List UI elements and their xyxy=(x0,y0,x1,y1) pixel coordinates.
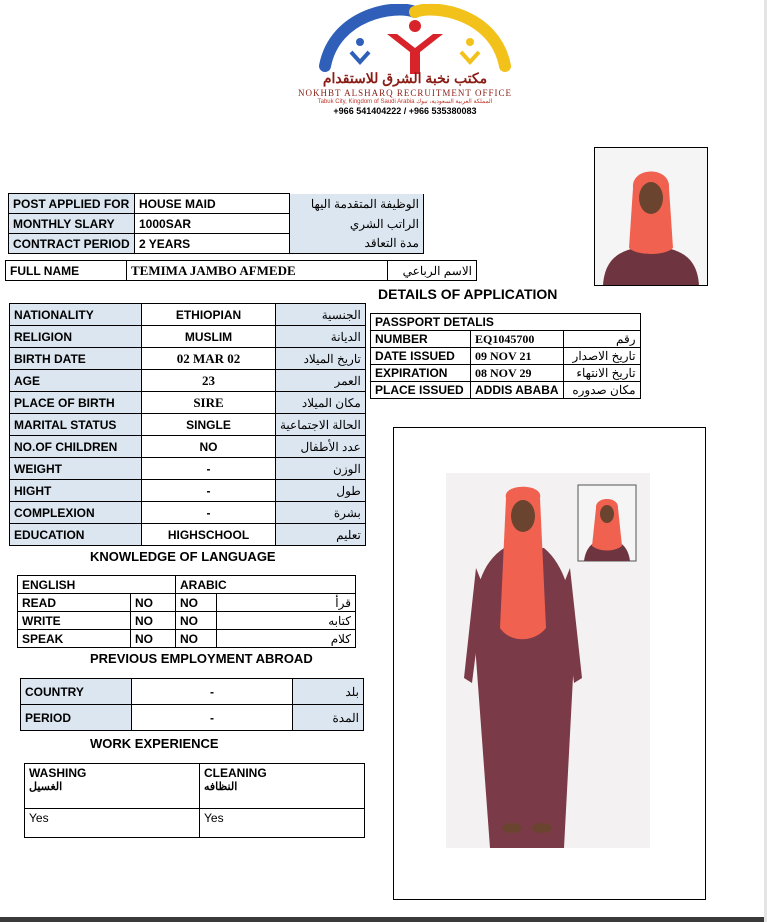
weight-value: - xyxy=(142,458,276,480)
complexion-ar: بشرة xyxy=(276,502,366,524)
write-english: NO xyxy=(131,612,176,630)
language-arabic-header: ARABIC xyxy=(176,576,356,594)
work-table xyxy=(24,763,365,838)
education-label: EDUCATION xyxy=(10,524,142,546)
read-label: READ xyxy=(18,594,131,612)
birth-date-value: 02 MAR 02 xyxy=(142,348,276,370)
cleaning-ar: النظافه xyxy=(204,781,238,793)
contract-period-label: CONTRACT PERIOD xyxy=(9,234,135,254)
monthly-salary-label: MONTHLY SLARY xyxy=(9,214,135,234)
passport-number-ar: رقم xyxy=(563,331,640,348)
education-ar: تعليم xyxy=(276,524,366,546)
speak-arabic: NO xyxy=(176,630,217,648)
work-title: WORK EXPERIENCE xyxy=(90,736,219,751)
place-of-birth-label: PLACE OF BIRTH xyxy=(10,392,142,414)
read-arabic: NO xyxy=(176,594,217,612)
speak-english: NO xyxy=(131,630,176,648)
monthly-salary-ar: الراتب الشري xyxy=(290,214,424,234)
post-applied-ar: الوظيفة المتقدمة اليها xyxy=(290,194,424,214)
page-bottom-edge xyxy=(0,917,767,922)
post-table xyxy=(8,193,424,254)
washing-label: WASHING xyxy=(29,766,87,780)
speak-label: SPEAK xyxy=(18,630,131,648)
nationality-ar: الجنسية xyxy=(276,304,366,326)
weight-label: WEIGHT xyxy=(10,458,142,480)
place-of-birth-value: SIRE xyxy=(142,392,276,414)
write-label: WRITE xyxy=(18,612,131,630)
office-phones: +966 541404222 / +966 535380083 xyxy=(333,106,477,116)
header xyxy=(240,0,570,125)
period-value: - xyxy=(132,705,293,731)
religion-ar: الديانة xyxy=(276,326,366,348)
height-ar: طول xyxy=(276,480,366,502)
place-of-birth-ar: مكان الميلاد xyxy=(276,392,366,414)
passport-number-value: EQ1045700 xyxy=(471,331,564,348)
contract-period-ar: مدة التعاقد xyxy=(290,234,424,254)
date-issued-label: DATE ISSUED xyxy=(371,348,471,365)
washing-header xyxy=(25,764,200,809)
portrait-photo xyxy=(594,147,708,286)
full-name-label: FULL NAME xyxy=(6,261,127,281)
education-value: HIGHSCHOOL xyxy=(142,524,276,546)
read-ar: قرأ xyxy=(217,594,356,612)
monthly-salary-value: 1000SAR xyxy=(135,214,290,234)
date-issued-value: 09 NOV 21 xyxy=(471,348,564,365)
personal-table xyxy=(9,303,366,546)
full-body-image xyxy=(394,428,705,899)
write-arabic: NO xyxy=(176,612,217,630)
weight-ar: الوزن xyxy=(276,458,366,480)
full-name-value: TEMIMA JAMBO AFMEDE xyxy=(127,261,388,281)
cleaning-header xyxy=(200,764,365,809)
marital-status-ar: الحالة الاجتماعية xyxy=(276,414,366,436)
country-label: COUNTRY xyxy=(21,679,132,705)
office-location: Tabuk City, Kingdom of Saudi Arabia المملكة العربية السعودية، تبوك xyxy=(317,99,493,105)
logo-arabic-name: مكتب نخبة الشرق للاستقدام xyxy=(322,70,488,86)
post-applied-value: HOUSE MAID xyxy=(135,194,290,214)
marital-status-label: MARITAL STATUS xyxy=(10,414,142,436)
nationality-label: NATIONALITY xyxy=(10,304,142,326)
place-issued-value: ADDIS ABABA xyxy=(471,382,564,399)
expiration-label: EXPIRATION xyxy=(371,365,471,382)
date-issued-ar: تاريخ الاصدار xyxy=(563,348,640,365)
passport-table xyxy=(370,313,641,399)
expiration-ar: تاريخ الانتهاء xyxy=(563,365,640,382)
religion-value: MUSLIM xyxy=(142,326,276,348)
marital-status-value: SINGLE xyxy=(142,414,276,436)
post-applied-label: POST APPLIED FOR xyxy=(9,194,135,214)
employment-table xyxy=(20,678,364,731)
birth-date-ar: تاريخ الميلاد xyxy=(276,348,366,370)
full-name-table xyxy=(5,260,477,281)
speak-ar: كلام xyxy=(217,630,356,648)
passport-title: PASSPORT DETALIS xyxy=(371,314,641,331)
details-title: DETAILS OF APPLICATION xyxy=(378,286,558,302)
office-logo xyxy=(315,4,515,79)
cleaning-value: Yes xyxy=(200,809,365,838)
contract-period-value: 2 YEARS xyxy=(135,234,290,254)
children-label: NO.OF CHILDREN xyxy=(10,436,142,458)
language-title: KNOWLEDGE OF LANGUAGE xyxy=(90,549,276,564)
height-label: HIGHT xyxy=(10,480,142,502)
birth-date-label: BIRTH DATE xyxy=(10,348,142,370)
write-ar: كتابه xyxy=(217,612,356,630)
complexion-value: - xyxy=(142,502,276,524)
children-ar: عدد الأطفال xyxy=(276,436,366,458)
washing-value: Yes xyxy=(25,809,200,838)
age-value: 23 xyxy=(142,370,276,392)
washing-ar: الغسيل xyxy=(29,781,63,793)
place-issued-ar: مكان صدوره xyxy=(563,382,640,399)
country-value: - xyxy=(132,679,293,705)
expiration-value: 08 NOV 29 xyxy=(471,365,564,382)
portrait-image xyxy=(595,148,707,285)
children-value: NO xyxy=(142,436,276,458)
full-body-photo xyxy=(393,427,706,900)
read-english: NO xyxy=(131,594,176,612)
country-ar: بلد xyxy=(293,679,364,705)
language-english-header: ENGLISH xyxy=(18,576,176,594)
age-label: AGE xyxy=(10,370,142,392)
age-ar: العمر xyxy=(276,370,366,392)
religion-label: RELIGION xyxy=(10,326,142,348)
language-table xyxy=(17,575,356,648)
employment-title: PREVIOUS EMPLOYMENT ABROAD xyxy=(90,651,313,666)
period-ar: المدة xyxy=(293,705,364,731)
place-issued-label: PLACE ISSUED xyxy=(371,382,471,399)
nationality-value: ETHIOPIAN xyxy=(142,304,276,326)
office-name: NOKHBT ALSHARQ RECRUITMENT OFFICE xyxy=(298,88,512,98)
cleaning-label: CLEANING xyxy=(204,766,267,780)
height-value: - xyxy=(142,480,276,502)
complexion-label: COMPLEXION xyxy=(10,502,142,524)
full-name-ar: الاسم الرباعي xyxy=(388,261,477,281)
period-label: PERIOD xyxy=(21,705,132,731)
passport-number-label: NUMBER xyxy=(371,331,471,348)
